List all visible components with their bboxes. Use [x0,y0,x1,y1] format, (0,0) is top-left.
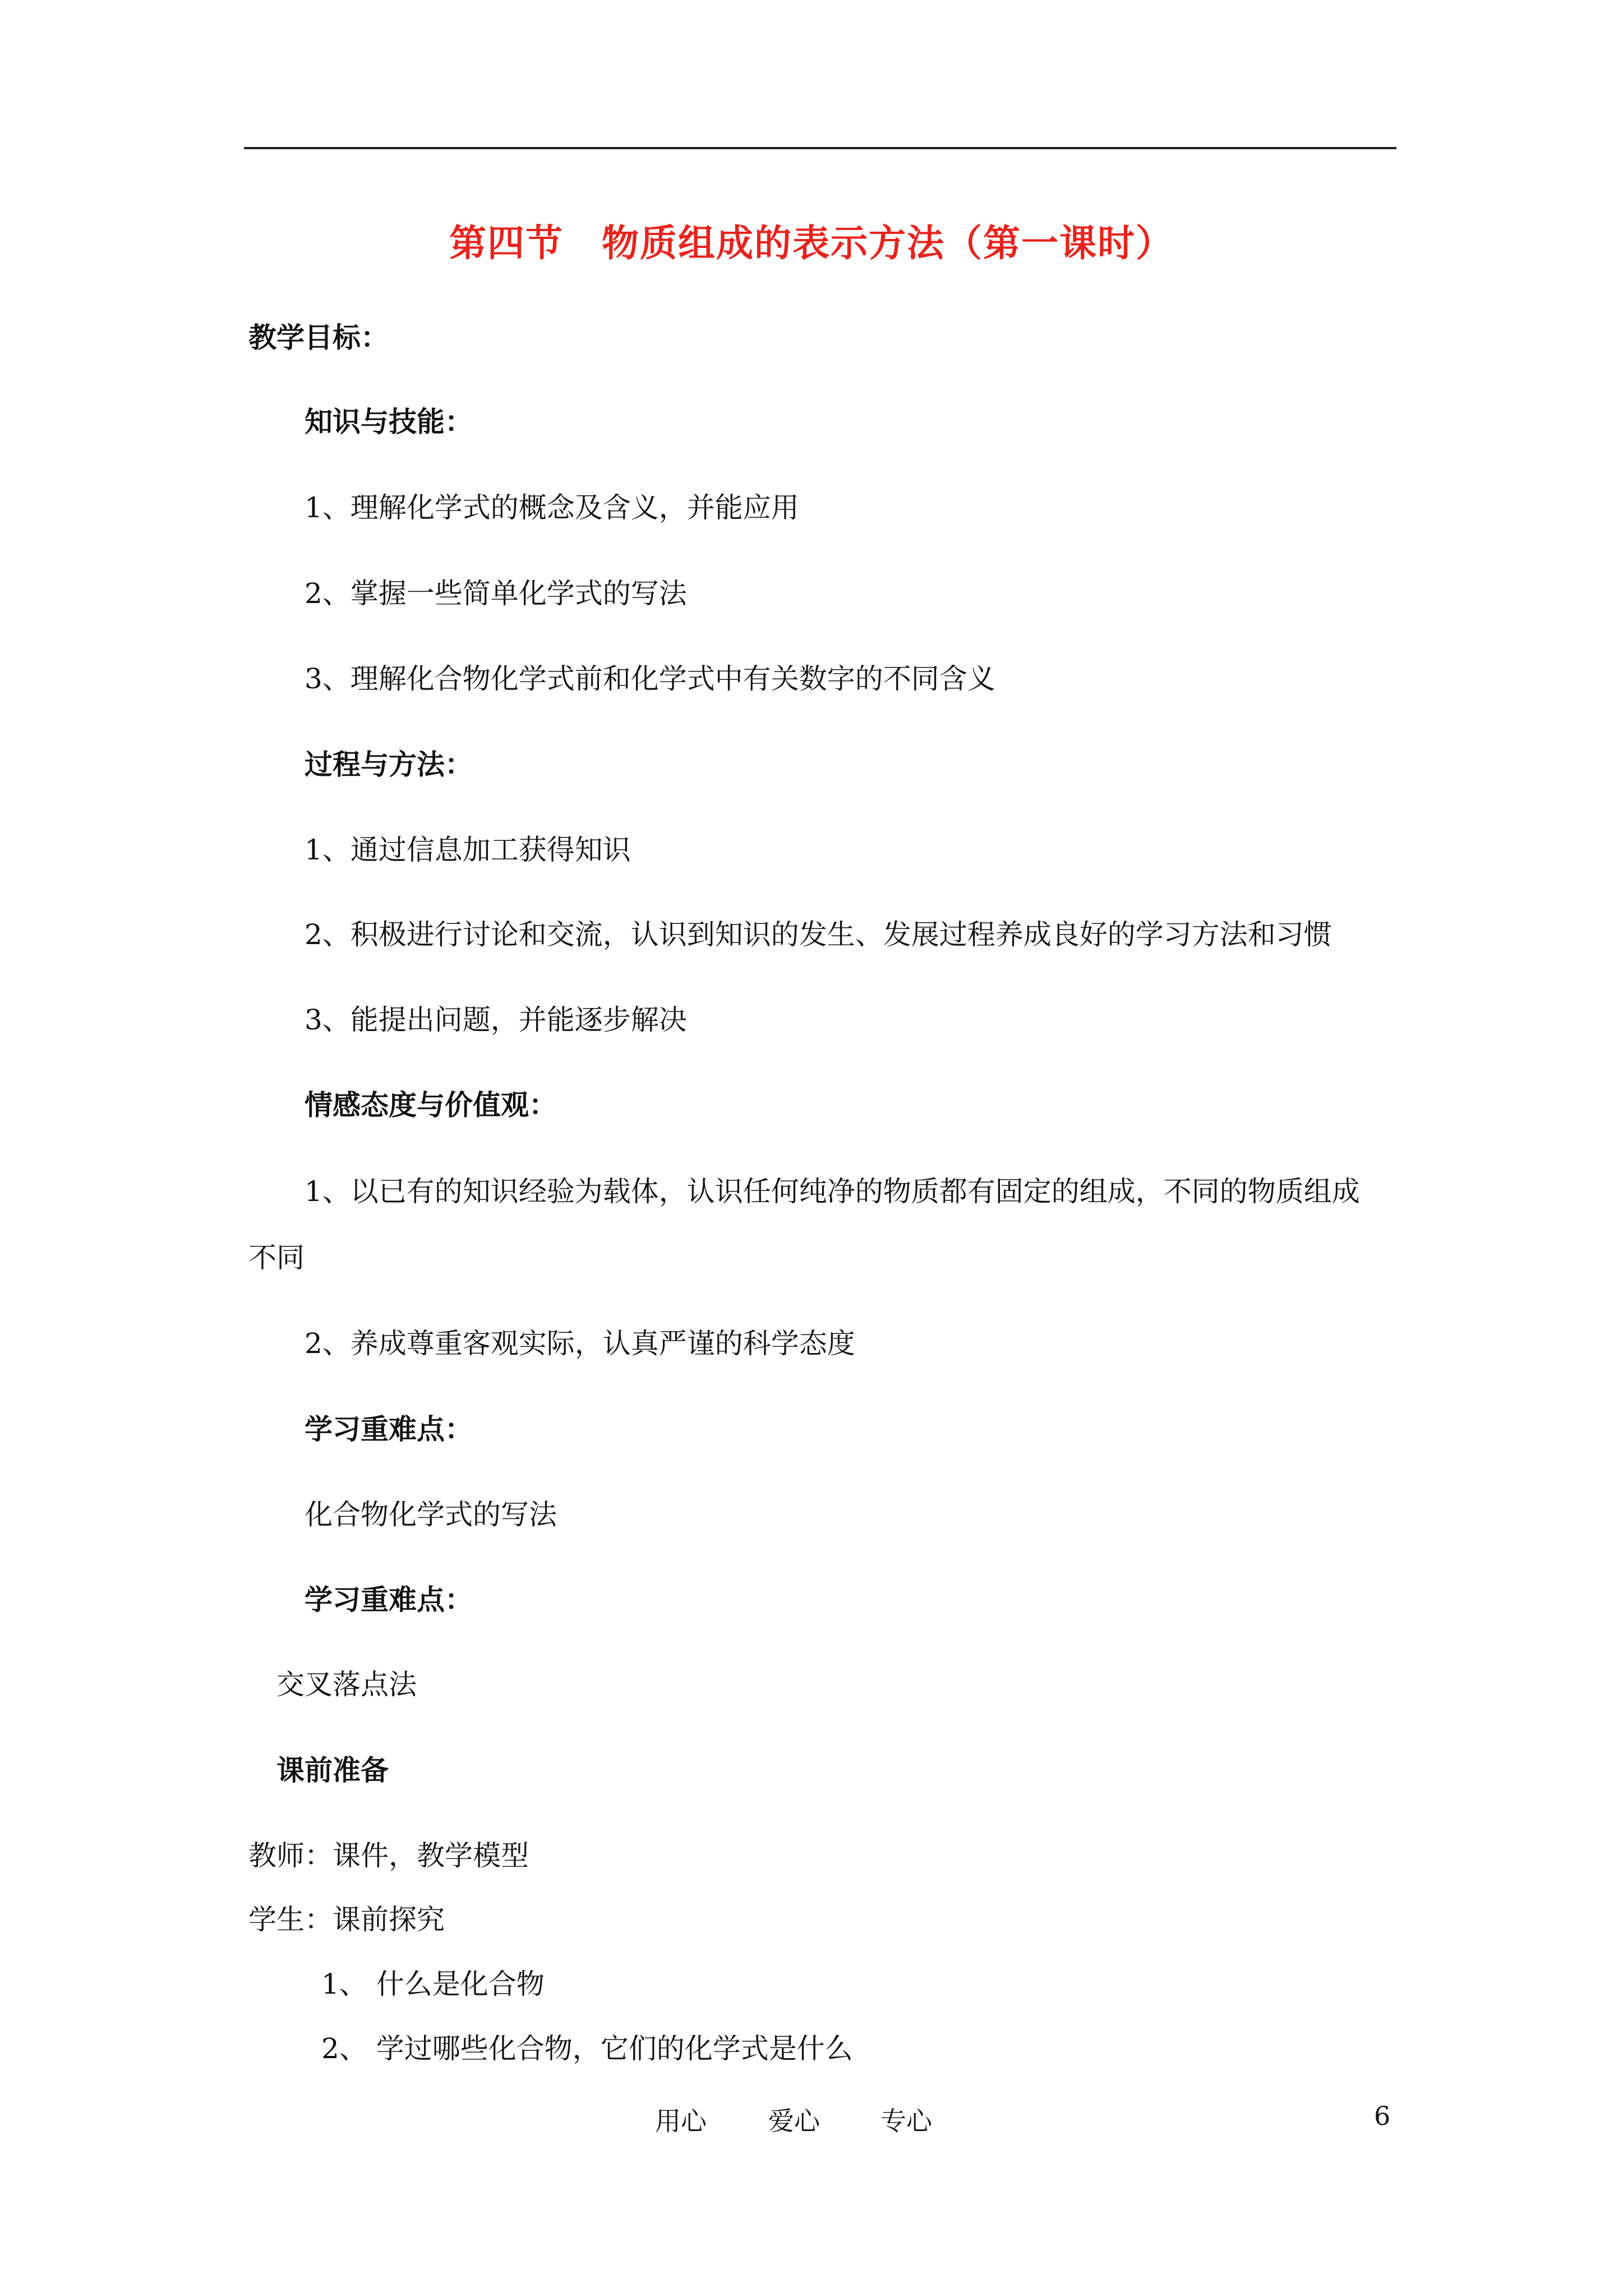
knowledge-item-3: 3、理解化合物化学式前和化学式中有关数字的不同含义 [305,662,995,695]
method-text: 交叉落点法 [276,1668,417,1701]
emotion-heading: 情感态度与价值观： [305,1088,557,1121]
footer-motto-2: 爱心 [768,2106,820,2136]
objectives-heading: 教学目标： [248,321,389,354]
process-item-1: 1、通过信息加工获得知识 [305,834,631,866]
footer-motto-1: 用心 [655,2106,707,2136]
emotion-item-1: 1、以已有的知识经验为载体，认识任何纯净的物质都有固定的组成，不同的物质组成 [305,1175,1360,1208]
emotion-item-2: 2、养成尊重客观实际，认真严谨的科学态度 [305,1327,855,1360]
knowledge-item-1: 1、理解化学式的概念及含义，并能应用 [305,491,799,524]
header-rule [244,147,1396,149]
knowledge-item-2: 2、掌握一些简单化学式的写法 [305,577,687,610]
student-item-1: 1、 什么是化合物 [321,1968,545,2000]
prep-heading: 课前准备 [276,1754,389,1787]
teacher-line: 教师：课件，教学模型 [248,1839,529,1872]
process-heading: 过程与方法： [305,748,473,781]
student-line: 学生：课前探究 [248,1903,445,1936]
keypoint-heading: 学习重难点： [305,1412,473,1446]
keypoint-text: 化合物化学式的写法 [305,1498,557,1531]
student-item-2: 2、 学过哪些化合物，它们的化学式是什么 [321,2032,853,2065]
emotion-item-1-continued: 不同 [248,1241,305,1274]
method-heading: 学习重难点： [305,1583,473,1616]
process-item-3: 3、能提出问题，并能逐步解决 [305,1004,687,1036]
document-title: 第四节 物质组成的表示方法（第一课时） [449,221,1174,265]
process-item-2: 2、积极进行讨论和交流，认识到知识的发生、发展过程养成良好的学习方法和习惯 [305,918,1332,951]
footer-motto-3: 专心 [880,2106,932,2136]
knowledge-heading: 知识与技能： [305,405,473,438]
page-number: 6 [1374,2101,1391,2131]
